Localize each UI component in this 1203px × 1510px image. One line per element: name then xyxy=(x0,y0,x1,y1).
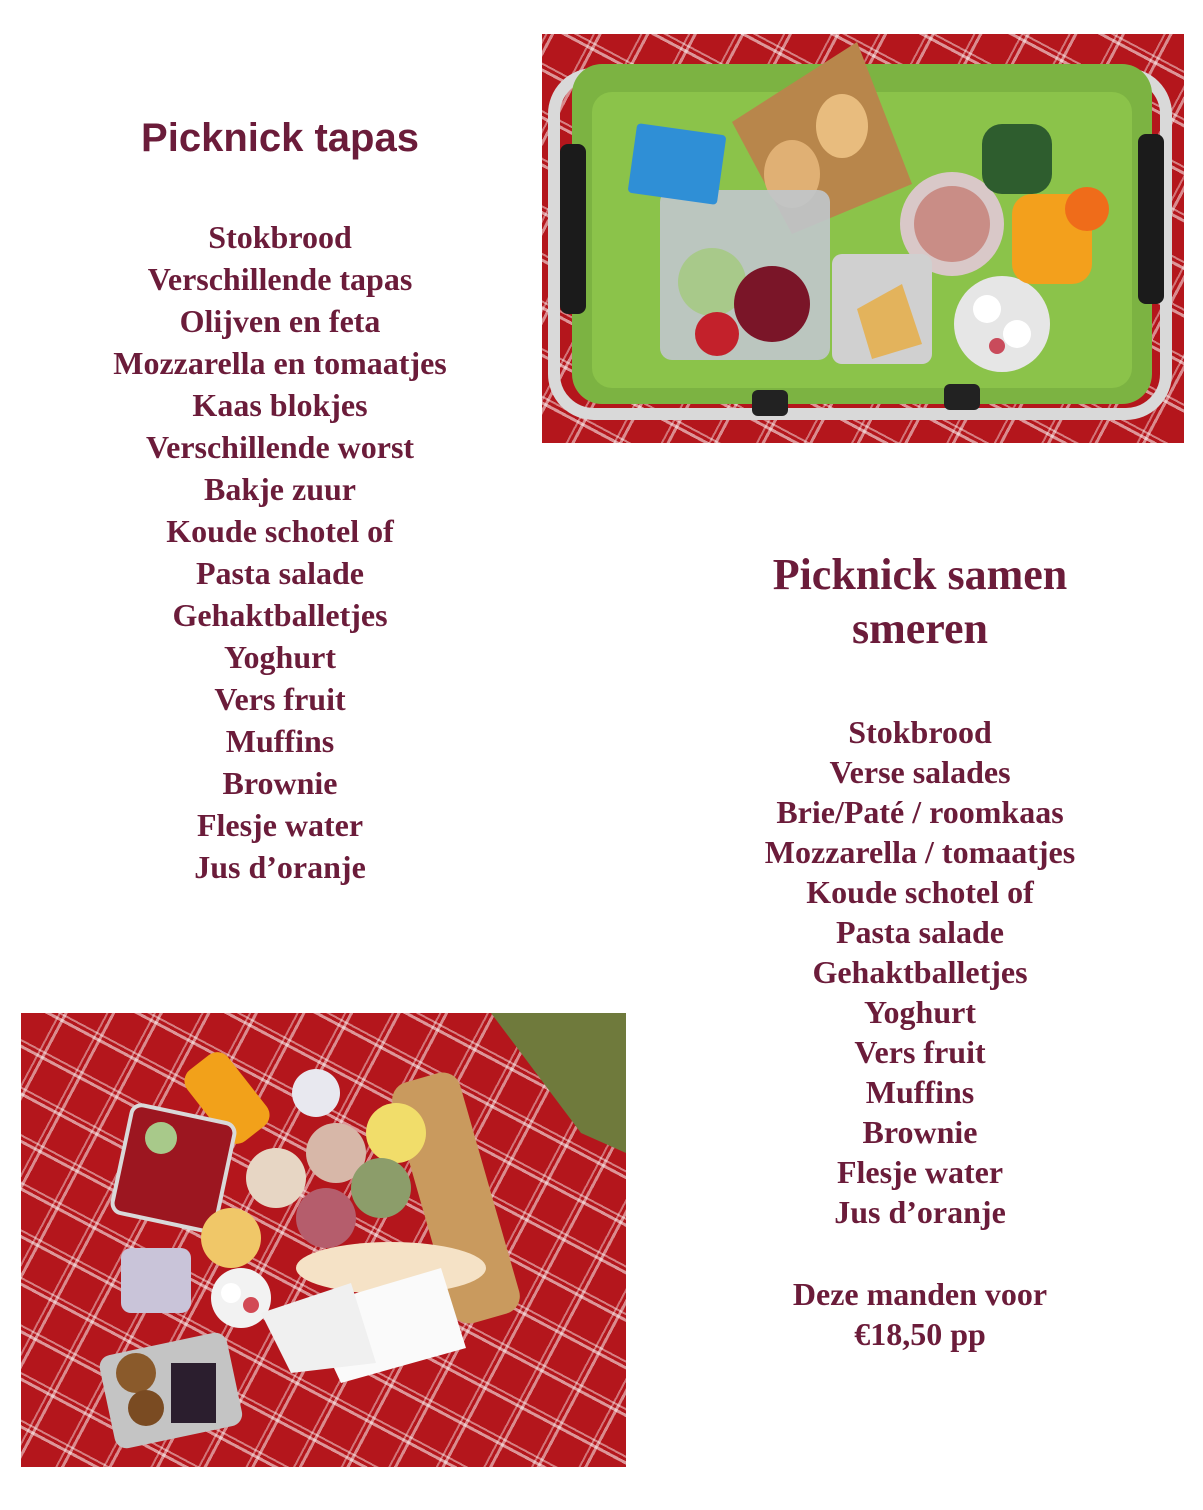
list-item: Muffins xyxy=(865,1074,975,1110)
list-item: Stokbrood xyxy=(848,714,992,750)
smeren-title-line2: smeren xyxy=(851,604,989,653)
list-item: Vers fruit xyxy=(214,681,346,717)
list-item: Flesje water xyxy=(196,807,364,843)
list-item: Yoghurt xyxy=(223,639,336,675)
smeren-title-line1: Picknick samen xyxy=(772,550,1068,599)
picnic-spread-photo xyxy=(21,1013,626,1467)
list-item: Koude schotel of xyxy=(166,513,394,549)
picnic-spread-illustration xyxy=(21,1013,626,1467)
smeren-menu-list xyxy=(700,712,1140,1232)
list-item: Flesje water xyxy=(836,1154,1004,1190)
list-item: Pasta salade xyxy=(836,914,1004,950)
list-item: Jus d’oranje xyxy=(194,849,366,885)
price-value: €18,50 pp xyxy=(854,1316,986,1352)
list-item: Verse salades xyxy=(829,754,1011,790)
list-item: Brownie xyxy=(862,1114,978,1150)
list-item: Brie/Paté / roomkaas xyxy=(776,794,1064,830)
list-item: Stokbrood xyxy=(208,219,352,255)
price-block xyxy=(700,1274,1140,1354)
list-item: Olijven en feta xyxy=(179,303,381,339)
list-item: Gehaktballetjes xyxy=(812,954,1028,990)
list-item: Gehaktballetjes xyxy=(172,597,388,633)
list-item: Yoghurt xyxy=(863,994,976,1030)
list-item: Verschillende worst xyxy=(145,429,415,465)
list-item: Kaas blokjes xyxy=(192,387,368,423)
list-item: Mozzarella / tomaatjes xyxy=(764,834,1076,870)
list-item: Brownie xyxy=(222,765,338,801)
list-item: Pasta salade xyxy=(196,555,364,591)
list-item: Mozzarella en tomaatjes xyxy=(113,345,447,381)
list-item: Jus d’oranje xyxy=(834,1194,1006,1230)
list-item: Verschillende tapas xyxy=(147,261,413,297)
picnic-basket-illustration xyxy=(542,34,1184,443)
smeren-title xyxy=(700,548,1140,656)
tapas-title: Picknick tapas xyxy=(141,116,419,160)
list-item: Muffins xyxy=(225,723,335,759)
list-item: Bakje zuur xyxy=(204,471,356,507)
list-item: Koude schotel of xyxy=(806,874,1034,910)
list-item: Vers fruit xyxy=(854,1034,986,1070)
price-label: Deze manden voor xyxy=(792,1276,1048,1312)
picnic-basket-photo xyxy=(542,34,1184,443)
tapas-menu-list xyxy=(80,216,480,888)
